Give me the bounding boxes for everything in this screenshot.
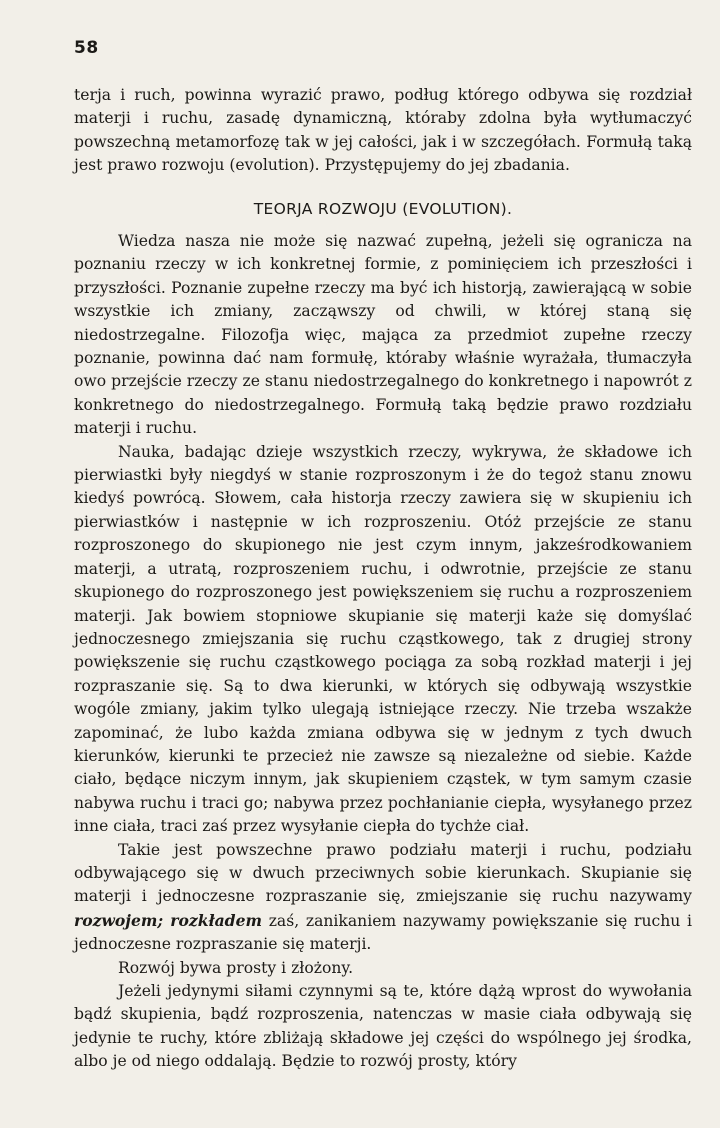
paragraph-law (74, 839, 692, 957)
opening-paragraph: terja i ruch, powinna wyrazić prawo, podług którego odbywa się rozdział materji i ruchu, zasadę dynamiczną, któraby zdolna była wytłumaczyć powszechną metamorfozę tak w jej całości, jak i w szczegółach. Formułą taką jest prawo rozwoju (evolution). Przystępujemy do jej zbadania. (74, 86, 692, 175)
paragraph-development-types: Rozwój bywa prosty i złożony. (118, 958, 354, 977)
paragraph-law-emphasis: rozwojem; rozkładem (74, 910, 262, 930)
paragraph-law-before: Takie jest powszechne prawo podziału materji i ruchu, podziału odbywającego się w dwuch przeciwnych sobie kierunkach. Skupianie się materji i jednoczesne rozpraszanie się, zmiejszanie się ruchu nazywamy (74, 840, 692, 906)
paragraph-science: Nauka, badając dzieje wszystkich rzeczy, wykrywa, że składowe ich pierwiastki były niegdyś w stanie rozproszonym i że do tegoż stanu znowu kiedyś powrócą. Słowem, cała historja rzeczy zawiera się w skupieniu ich pierwiastków i następnie w ich rozproszeniu. Otóż przejście ze stanu rozproszonego do skupionego nie jest czym innym, jakześrodkowaniem materji, a utratą, rozproszeniem ruchu, i odwrotnie, przejście ze stanu skupionego do rozproszonego jest powiększeniem się ruchu a rozproszeniem materji. Jak bowiem stopniowe skupianie się materji każe się domyślać jednoczesnego zmiejszania się ruchu cząstkowego, tak z drugiej strony powiększenie się ruchu cząstkowego pociąga za sobą rozkład materji i jej rozpraszanie się. Są to dwa kierunki, w których się odbywają wszystkie wogóle zmiany, jakim tylko ulegają istniejące rzeczy. Nie trzeba wszakże zapominać, że lubo każda zmiana odbywa się w jednym z tych dwuch kierunków, kierunki te przecież nie zawsze są niezależne od siebie. Każde ciało, będące niczym innym, jak skupieniem cząstek, w tym samym czasie nabywa ruchu i traci go; nabywa przez pochłanianie ciepła, wysyłanego przez inne ciała, traci zaś przez wysyłanie ciepła do tychże ciał. (74, 442, 692, 836)
section-body (74, 230, 692, 1074)
page-number: 58 (74, 38, 99, 58)
opening-text-block (74, 84, 692, 178)
paragraph-law-after: zaś, zanikaniem nazywamy powiększanie się ruchu i jednoczesne rozpraszanie się materji. (74, 911, 692, 954)
paragraph-simple-development: Jeżeli jedynymi siłami czynnymi są te, które dążą wprost do wywołania bądź skupienia, bądź rozproszenia, natenczas w masie ciała odbywają się jedynie te ruchy, które zbliżają składowe jej części do wspólnego jej środka, albo je od niego oddalają. Będzie to rozwój prosty, który (74, 982, 692, 1071)
paragraph-knowledge: Wiedza nasza nie może się nazwać zupełną, jeżeli się ogranicza na poznaniu rzeczy w ich konkretnej formie, z pominięciem ich przeszłości i przyszłości. Poznanie zupełne rzeczy ma być ich historją, zawierającą w sobie wszystkie ich zmiany, zacząwszy od chwili, w której staną się niedostrzegalne. Filozofja więc, mająca za przedmiot zupełne rzeczy poznanie, powinna dać nam formułę, któraby właśnie wyrażała, tłumaczyła owo przejście rzeczy ze stanu niedostrzegalnego do konkretnego i napowrót z konkretnego do niedostrzegalnego. Formułą taką będzie prawo rozdziału materji i ruchu. (74, 232, 692, 438)
section-heading: TEORJA ROZWOJU (EVOLUTION). (253, 200, 513, 218)
